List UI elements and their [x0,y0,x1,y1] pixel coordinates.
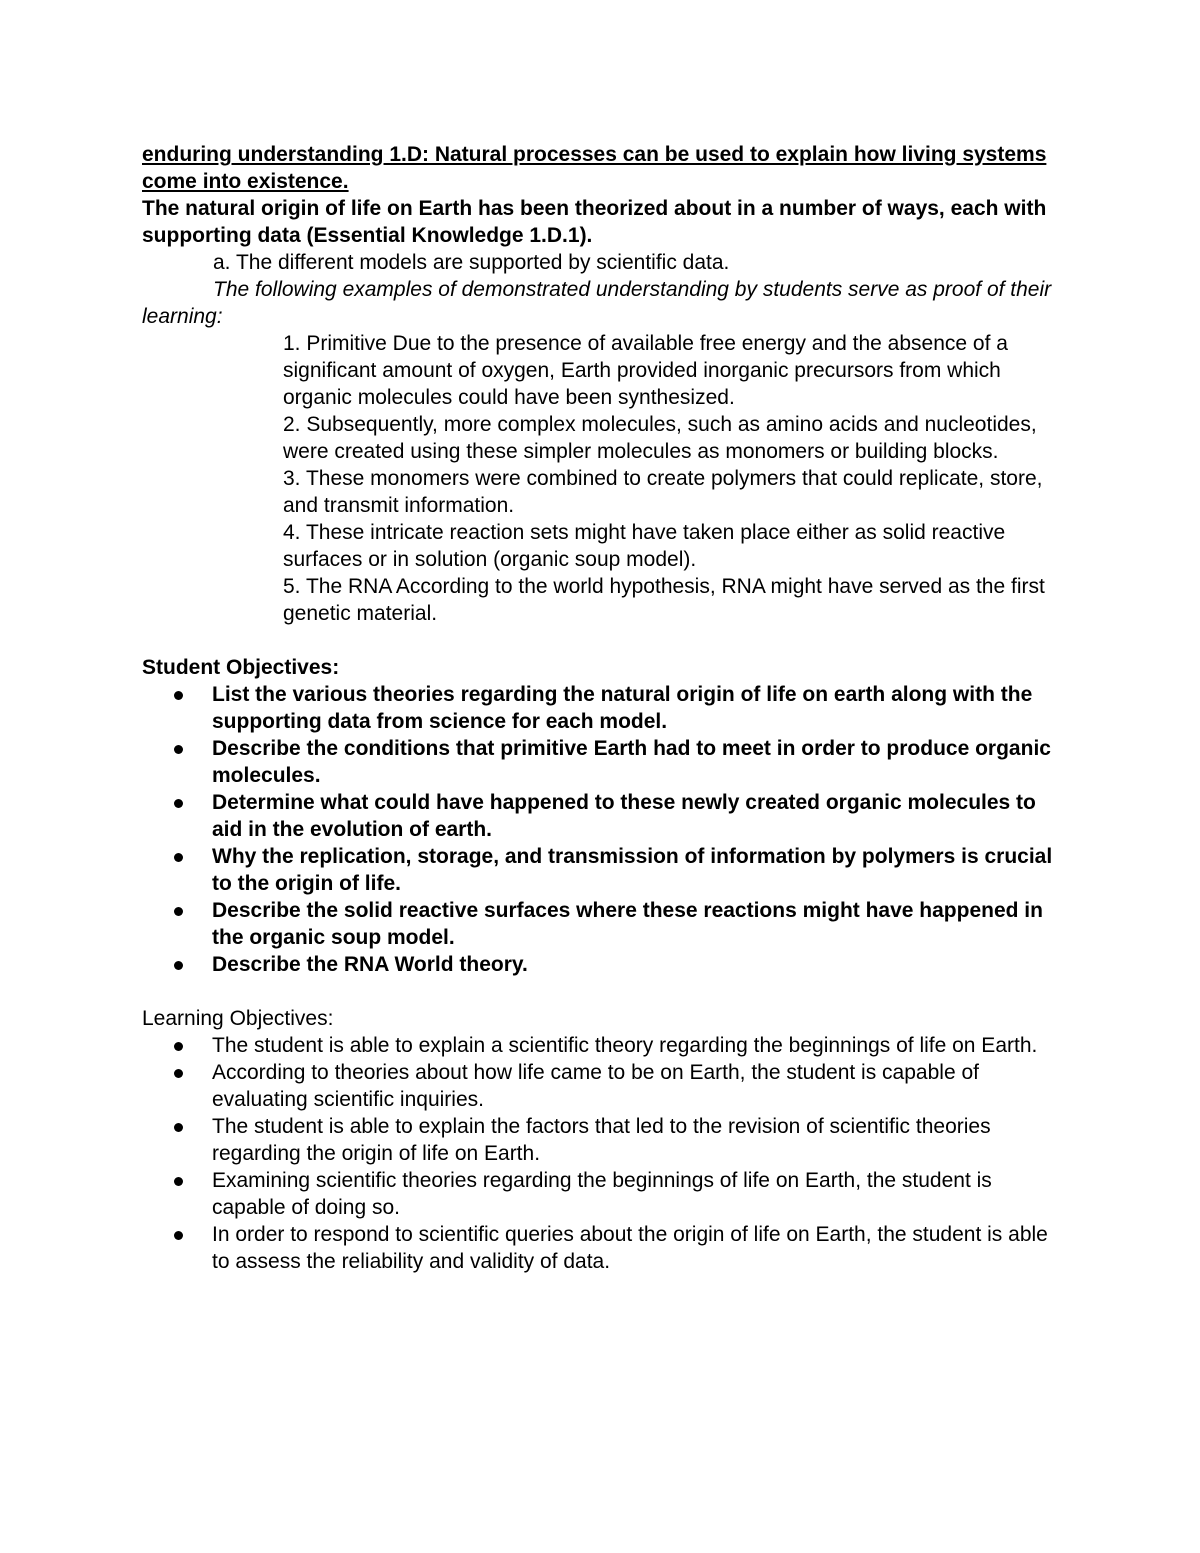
bullet-icon [174,799,183,808]
intro-statement: The natural origin of life on Earth has been theorized about in a number of ways, each with supporting data (Essential Knowledge 1.D.1). [142,197,1047,247]
bullet-icon [174,1231,183,1240]
list-item-text: List the various theories regarding the natural origin of life on earth along with the supporting data from science for each model. [212,683,1033,733]
list-item [142,789,1062,843]
learning-objectives-list [142,1032,1062,1275]
bullet-icon [174,1069,183,1078]
spacer [142,978,1062,1005]
point-a: a. The different models are supported by scientific data. [213,251,730,274]
heading: enduring understanding 1.D: Natural processes can be used to explain how living systems come into existence. [142,143,1047,193]
list-item [142,1167,1062,1221]
bullet-icon [174,907,183,916]
numbered-item-3: 3. These monomers were combined to create polymers that could replicate, store, and transmit information. [283,467,1043,517]
list-item-text: The student is able to explain a scientific theory regarding the beginnings of life on Earth. [212,1034,1038,1057]
bullet-icon [174,961,183,970]
numbered-item-4: 4. These intricate reaction sets might have taken place either as solid reactive surfaces or in solution (organic soup model). [283,521,1006,571]
list-item-text: Describe the solid reactive surfaces where these reactions might have happened in the organic soup model. [212,899,1043,949]
bullet-icon [174,853,183,862]
list-item [142,1113,1062,1167]
list-item-text: In order to respond to scientific queries about the origin of life on Earth, the student is able to assess the reliability and validity of data. [212,1223,1048,1273]
bullet-icon [174,1177,183,1186]
list-item-text: Describe the RNA World theory. [212,953,528,976]
learning-objectives-title: Learning Objectives: [142,1007,334,1030]
list-item [142,951,1062,978]
numbered-item-2: 2. Subsequently, more complex molecules, such as amino acids and nucleotides, were created using these simpler molecules as monomers or building blocks. [283,413,1037,463]
bullet-icon [174,691,183,700]
numbered-item-5: 5. The RNA According to the world hypothesis, RNA might have served as the first genetic material. [283,575,1045,625]
numbered-item-1: 1. Primitive Due to the presence of available free energy and the absence of a significant amount of oxygen, Earth provided inorganic precursors from which organic molecules could have been synthesized. [283,332,1008,409]
list-item-text: Determine what could have happened to these newly created organic molecules to aid in the evolution of earth. [212,791,1036,841]
list-item-text: Examining scientific theories regarding the beginnings of life on Earth, the student is capable of doing so. [212,1169,992,1219]
list-item-text: The student is able to explain the factors that led to the revision of scientific theories regarding the origin of life on Earth. [212,1115,991,1165]
list-item-text: Describe the conditions that primitive Earth had to meet in order to produce organic molecules. [212,737,1051,787]
spacer [142,627,1062,654]
list-item [142,1032,1062,1059]
list-item [142,897,1062,951]
student-objectives-list [142,681,1062,978]
bullet-icon [174,1042,183,1051]
list-item [142,735,1062,789]
bullet-icon [174,1123,183,1132]
list-item [142,681,1062,735]
list-item [142,843,1062,897]
list-item [142,1221,1062,1275]
examples-intro: The following examples of demonstrated understanding by students serve as proof of their learning: [142,278,1052,328]
list-item-text: Why the replication, storage, and transmission of information by polymers is crucial to the origin of life. [212,845,1053,895]
document-page [142,141,1062,1275]
list-item [142,1059,1062,1113]
bullet-icon [174,745,183,754]
student-objectives-title: Student Objectives: [142,656,340,679]
list-item-text: According to theories about how life came to be on Earth, the student is capable of evaluating scientific inquiries. [212,1061,979,1111]
